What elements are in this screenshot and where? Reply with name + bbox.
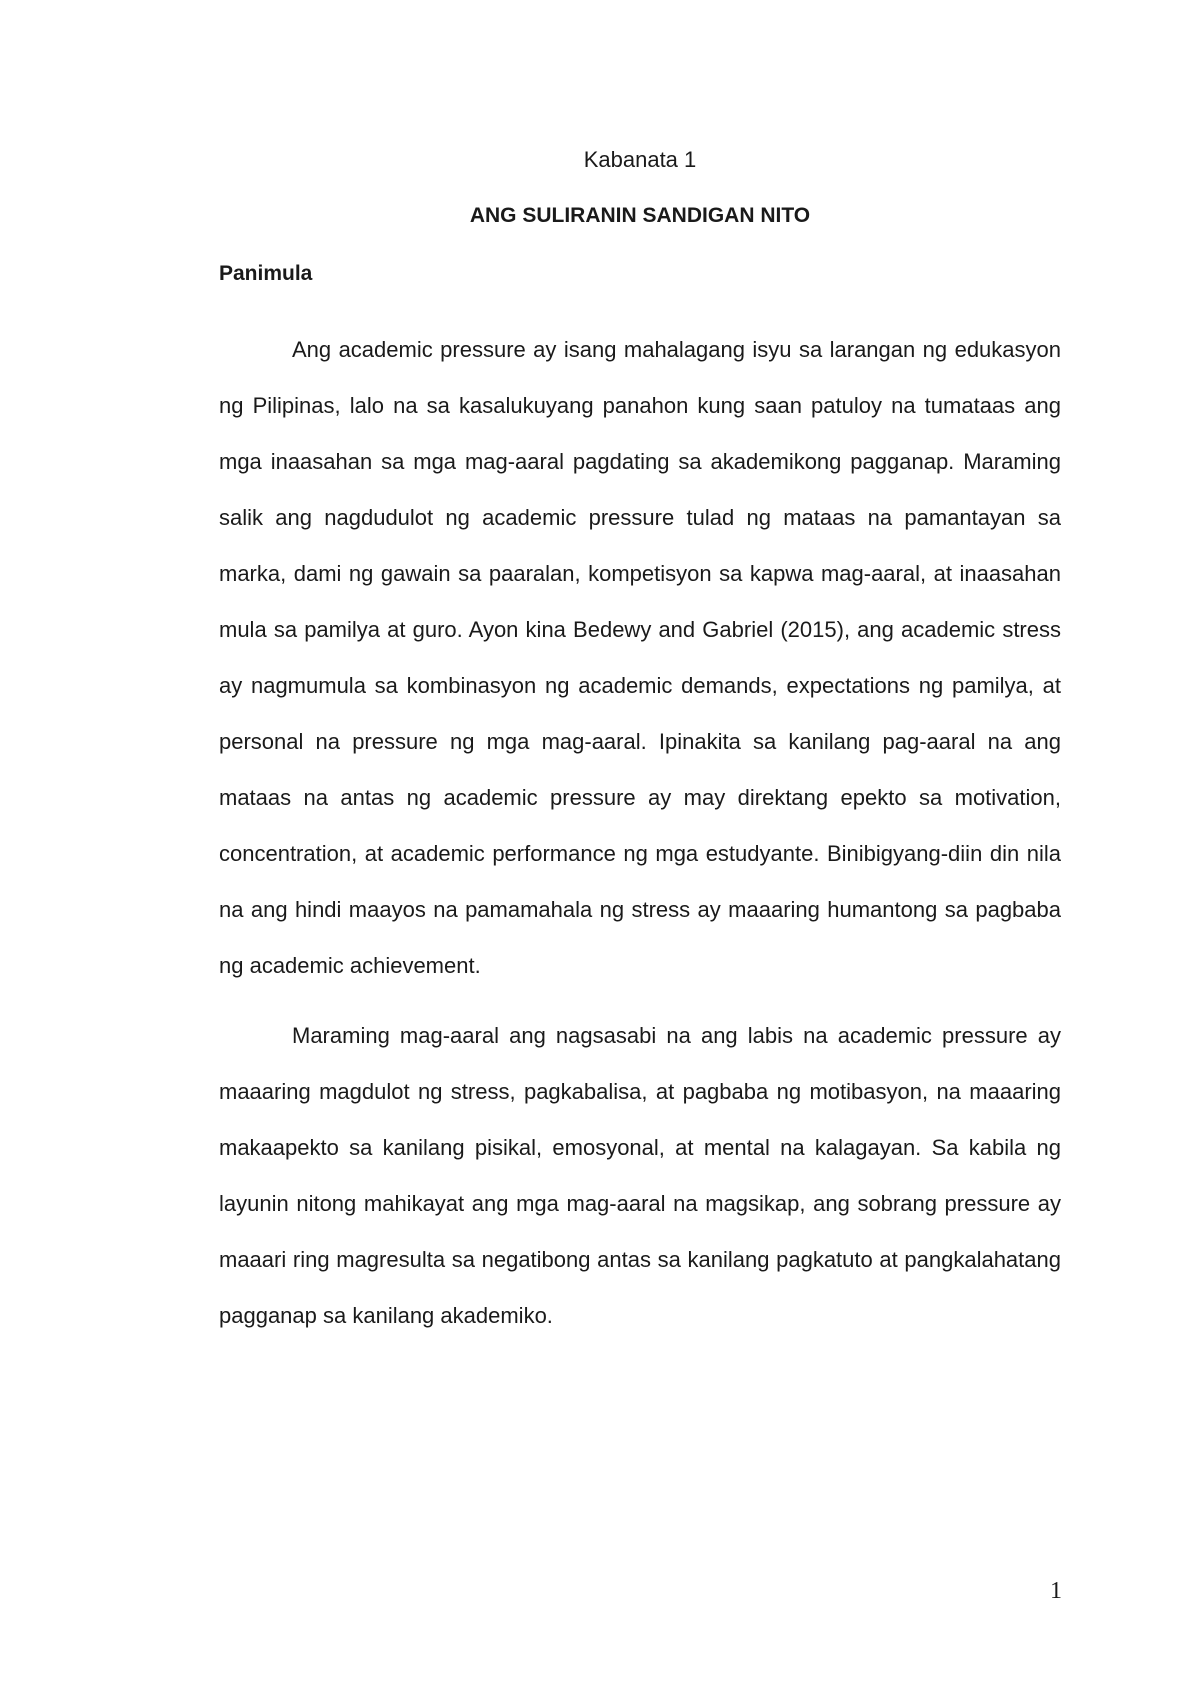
page-number: 1 bbox=[1050, 1578, 1062, 1604]
page-content bbox=[219, 140, 1061, 1344]
body-paragraph: Ang academic pressure ay isang mahalagang isyu sa larangan ng edukasyon ng Pilipinas, lalo na sa kasalukuyang panahon kung saan patuloy na tumataas ang mga inaasahan sa mga mag-aaral pagdating sa akademikong pagganap. Maraming salik ang nagdudulot ng academic pressure tulad ng mataas na pamantayan sa marka, dami ng gawain sa paaralan, kompetisyon sa kapwa mag-aaral, at inaasahan mula sa pamilya at guro. Ayon kina Bedewy and Gabriel (2015), ang academic stress ay nagmumula sa kombinasyon ng academic demands, expectations ng pamilya, at personal na pressure ng mga mag-aaral. Ipinakita sa kanilang pag-aaral na ang mataas na antas ng academic pressure ay may direktang epekto sa motivation, concentration, at academic performance ng mga estudyante. Binibigyang-diin din nila na ang hindi maayos na pamamahala ng stress ay maaaring humantong sa pagbaba ng academic achievement. bbox=[219, 337, 1061, 978]
chapter-title: ANG SULIRANIN SANDIGAN NITO bbox=[469, 204, 811, 227]
chapter-label: Kabanata 1 bbox=[583, 147, 697, 172]
body-paragraph: Maraming mag-aaral ang nagsasabi na ang labis na academic pressure ay maaaring magdulot ng stress, pagkabalisa, at pagbaba ng motibasyon, na maaaring makaapekto sa kanilang pisikal, emosyonal, at mental na kalagayan. Sa kabila ng layunin nitong mahikayat ang mga mag-aaral na magsikap, ang sobrang pressure ay maaari ring magresulta sa negatibong antas sa kanilang pagkatuto at pangkalahatang pagganap sa kanilang akademiko. bbox=[219, 1023, 1061, 1328]
section-heading: Panimula bbox=[219, 262, 313, 285]
